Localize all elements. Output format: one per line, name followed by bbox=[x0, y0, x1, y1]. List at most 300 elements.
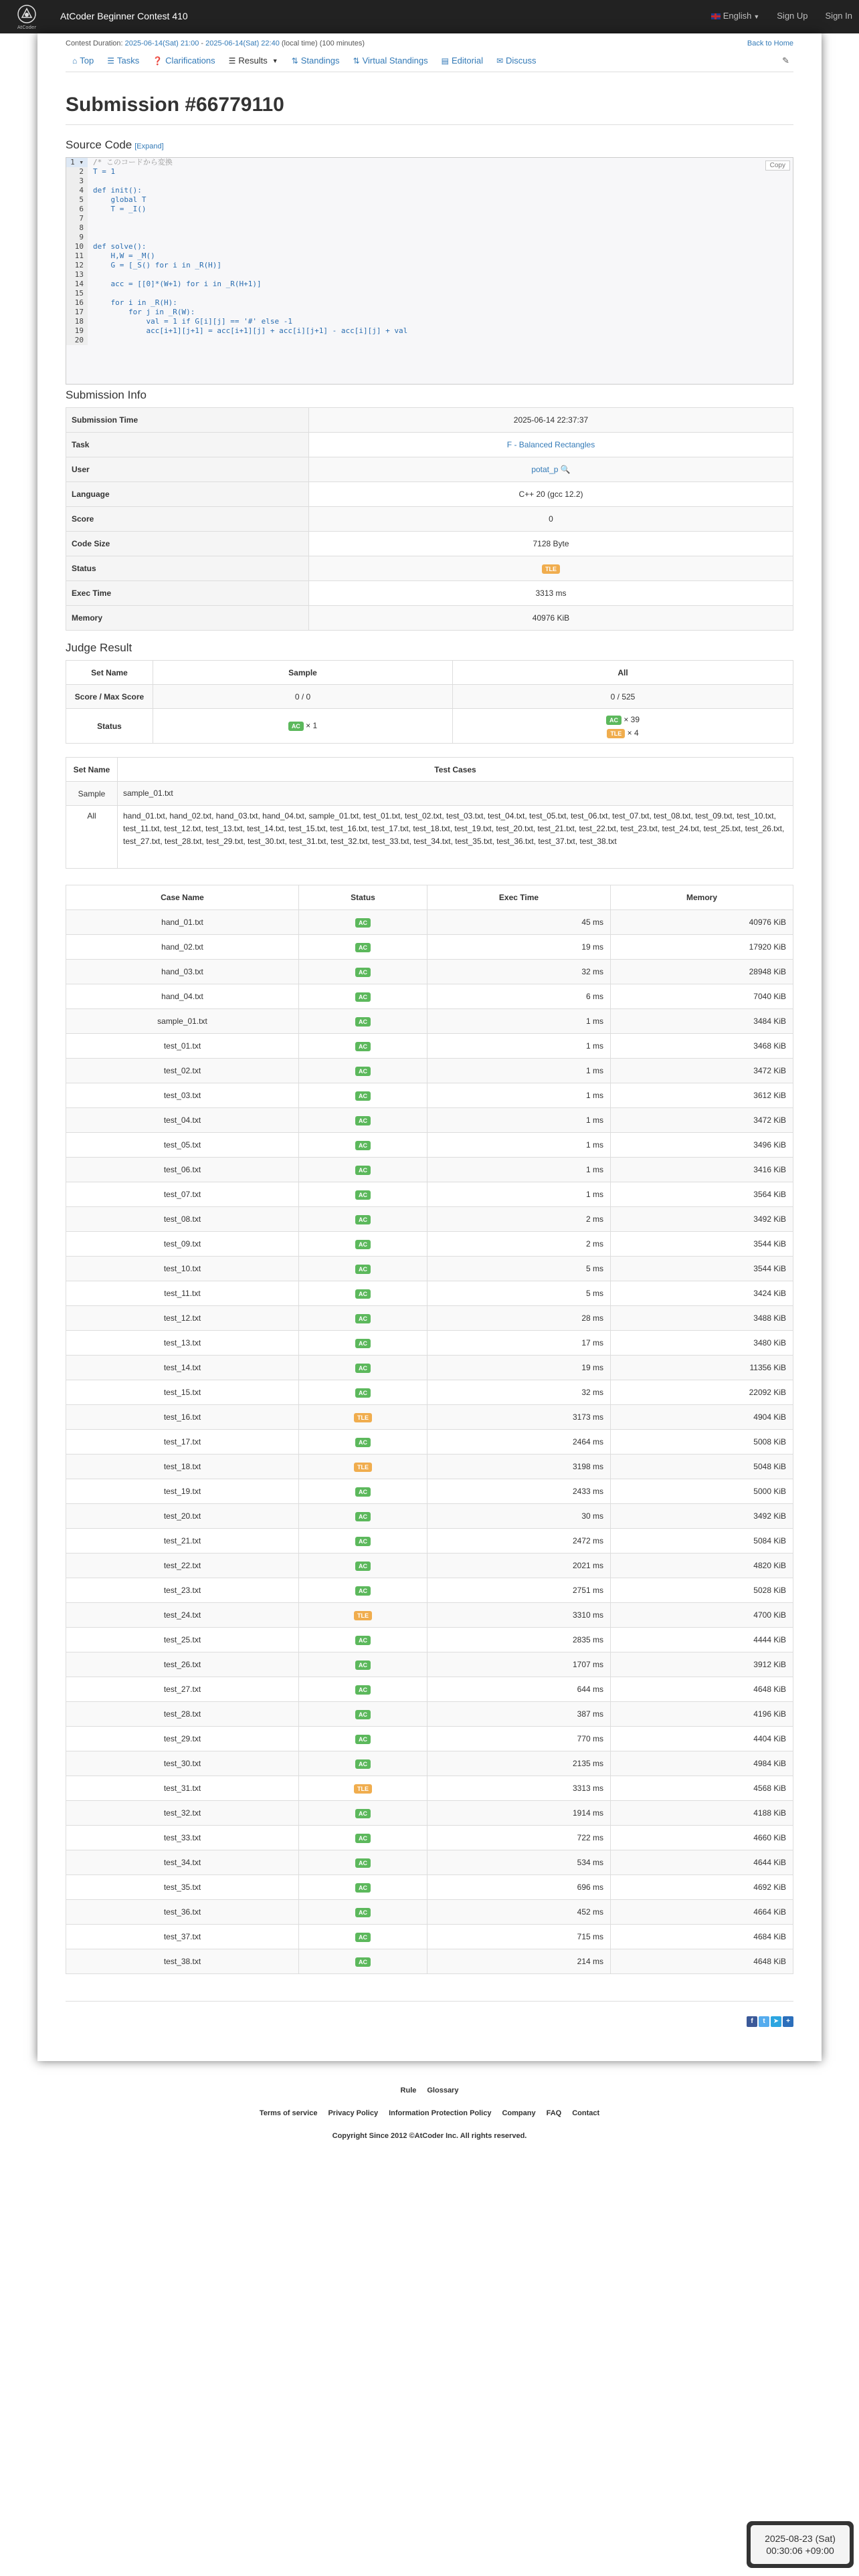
status-badge: AC bbox=[355, 1933, 371, 1942]
tab-editorial[interactable] bbox=[435, 56, 490, 66]
case-name: test_09.txt bbox=[66, 1232, 299, 1257]
col-header: Set Name bbox=[66, 661, 153, 685]
signin-link[interactable]: Sign In bbox=[825, 11, 852, 21]
table-row bbox=[66, 1034, 793, 1059]
status-badge: AC bbox=[355, 1636, 371, 1645]
contest-duration bbox=[66, 39, 365, 47]
info-key: Exec Time bbox=[66, 581, 309, 606]
code-line bbox=[66, 242, 793, 251]
share-row bbox=[66, 2001, 793, 2028]
case-name: test_12.txt bbox=[66, 1306, 299, 1331]
tab-discuss[interactable] bbox=[490, 56, 543, 66]
page-title: Submission #66779110 bbox=[66, 94, 284, 116]
copy-button[interactable]: Copy bbox=[765, 160, 790, 171]
case-name: hand_01.txt bbox=[66, 910, 299, 935]
case-memory: 3544 KiB bbox=[611, 1232, 793, 1257]
code-text: H,W = _M() bbox=[93, 251, 155, 260]
table-row bbox=[66, 556, 793, 581]
tab-label: Results bbox=[238, 56, 268, 66]
back-to-home-link[interactable]: Back to Home bbox=[747, 39, 793, 47]
all-score: 0 / 525 bbox=[453, 685, 793, 709]
table-row bbox=[66, 960, 793, 984]
code-text: G = [_S() for i in _R(H)] bbox=[93, 261, 222, 270]
case-exec-time: 1707 ms bbox=[427, 1652, 611, 1677]
table-row bbox=[66, 935, 793, 960]
table-row bbox=[66, 1850, 793, 1875]
memory-value: 40976 KiB bbox=[309, 606, 793, 631]
case-exec-time: 1 ms bbox=[427, 1133, 611, 1158]
case-status bbox=[299, 1628, 427, 1652]
table-row bbox=[66, 1652, 793, 1677]
case-exec-time: 2835 ms bbox=[427, 1628, 611, 1652]
case-exec-time: 17 ms bbox=[427, 1331, 611, 1356]
case-exec-time: 1914 ms bbox=[427, 1801, 611, 1826]
status-badge: AC bbox=[355, 1883, 371, 1893]
case-status bbox=[299, 1108, 427, 1133]
case-memory: 3468 KiB bbox=[611, 1034, 793, 1059]
line-number: 8 bbox=[66, 223, 88, 233]
tab-label: Virtual Standings bbox=[362, 56, 428, 66]
line-number: 2 bbox=[66, 167, 88, 177]
case-name: test_31.txt bbox=[66, 1776, 299, 1801]
code-text bbox=[88, 336, 93, 345]
case-name: hand_04.txt bbox=[66, 984, 299, 1009]
table-row bbox=[66, 507, 793, 532]
tab-label: Editorial bbox=[451, 56, 483, 66]
line-number: 7 bbox=[66, 214, 88, 223]
submission-info-table bbox=[66, 407, 793, 631]
status-badge: AC bbox=[355, 1660, 371, 1670]
divider bbox=[66, 124, 793, 125]
tab-standings[interactable] bbox=[285, 56, 347, 66]
case-status bbox=[299, 1306, 427, 1331]
case-status bbox=[299, 960, 427, 984]
top-navbar bbox=[0, 0, 859, 33]
status-badge: AC bbox=[355, 1512, 371, 1521]
line-number: 17 bbox=[66, 308, 88, 317]
case-exec-time: 2 ms bbox=[427, 1232, 611, 1257]
status-badge: AC bbox=[355, 1388, 371, 1398]
table-row bbox=[66, 709, 793, 744]
share-buttons bbox=[747, 2016, 793, 2027]
case-status bbox=[299, 1331, 427, 1356]
status-badge: AC bbox=[355, 1091, 371, 1101]
line-number: 9 bbox=[66, 233, 88, 242]
code-text: acc[i+1][j+1] = acc[i+1][j] + acc[i][j+1] - acc[i][j] + val bbox=[93, 326, 408, 335]
case-name: test_24.txt bbox=[66, 1603, 299, 1628]
case-results-table bbox=[66, 885, 793, 1974]
info-key: Submission Time bbox=[66, 408, 309, 433]
case-memory: 5028 KiB bbox=[611, 1578, 793, 1603]
code-line bbox=[66, 326, 793, 336]
code-text: /* このコードから変換 bbox=[93, 158, 173, 167]
case-memory: 11356 KiB bbox=[611, 1356, 793, 1380]
table-row bbox=[66, 1356, 793, 1380]
case-status bbox=[299, 1479, 427, 1504]
duration-separator: - bbox=[199, 39, 206, 47]
status-badge: AC bbox=[355, 1215, 371, 1224]
code-text: acc = [[0]*(W+1) for i in _R(H+1)] bbox=[93, 280, 262, 288]
telegram-icon[interactable]: ➤ bbox=[771, 2016, 781, 2027]
case-memory: 3612 KiB bbox=[611, 1083, 793, 1108]
case-name: test_05.txt bbox=[66, 1133, 299, 1158]
status-badge: AC bbox=[355, 1834, 371, 1843]
footer-link-rule[interactable]: Rule bbox=[400, 2086, 417, 2095]
case-exec-time: 2433 ms bbox=[427, 1479, 611, 1504]
signup-link[interactable]: Sign Up bbox=[777, 11, 808, 21]
table-row bbox=[66, 1628, 793, 1652]
table-row bbox=[66, 1949, 793, 1974]
table-row bbox=[66, 408, 793, 433]
case-memory: 4684 KiB bbox=[611, 1925, 793, 1949]
info-key: Code Size bbox=[66, 532, 309, 556]
case-status bbox=[299, 1900, 427, 1925]
ac-count: × 39 bbox=[624, 714, 640, 724]
col-header: Case Name bbox=[66, 885, 299, 910]
line-number: 13 bbox=[66, 270, 88, 280]
info-key: Memory bbox=[66, 606, 309, 631]
case-status bbox=[299, 1083, 427, 1108]
line-number: 12 bbox=[66, 261, 88, 270]
case-name: test_36.txt bbox=[66, 1900, 299, 1925]
footer-link-info-protection[interactable]: Information Protection Policy bbox=[389, 2109, 492, 2117]
line-number: 5 bbox=[66, 195, 88, 205]
table-row bbox=[66, 532, 793, 556]
col-header: Test Cases bbox=[118, 758, 793, 782]
table-row bbox=[66, 1504, 793, 1529]
code-line bbox=[66, 158, 793, 167]
case-status bbox=[299, 1875, 427, 1900]
code-text bbox=[88, 223, 93, 233]
duration-start[interactable]: 2025-06-14(Sat) 21:00 bbox=[124, 39, 199, 47]
line-number: 3 bbox=[66, 177, 88, 186]
table-row bbox=[66, 1578, 793, 1603]
status-cell bbox=[309, 556, 793, 581]
case-memory: 28948 KiB bbox=[611, 960, 793, 984]
col-header: All bbox=[453, 661, 793, 685]
case-name: test_28.txt bbox=[66, 1702, 299, 1727]
code-text bbox=[88, 289, 93, 298]
case-name: test_27.txt bbox=[66, 1677, 299, 1702]
info-key: Language bbox=[66, 482, 309, 507]
case-name: test_17.txt bbox=[66, 1430, 299, 1455]
case-exec-time: 2 ms bbox=[427, 1207, 611, 1232]
case-name: test_25.txt bbox=[66, 1628, 299, 1652]
case-status bbox=[299, 1158, 427, 1182]
case-memory: 4648 KiB bbox=[611, 1949, 793, 1974]
table-row bbox=[66, 758, 793, 782]
footer-link-glossary[interactable]: Glossary bbox=[427, 2086, 459, 2095]
case-status bbox=[299, 1059, 427, 1083]
case-name: hand_02.txt bbox=[66, 935, 299, 960]
case-name: test_14.txt bbox=[66, 1356, 299, 1380]
table-row bbox=[66, 457, 793, 482]
status-badge: AC bbox=[355, 1710, 371, 1719]
status-badge: AC bbox=[355, 1364, 371, 1373]
case-exec-time: 1 ms bbox=[427, 1108, 611, 1133]
status-badge: AC bbox=[355, 1438, 371, 1447]
case-exec-time: 5 ms bbox=[427, 1257, 611, 1281]
case-memory: 3492 KiB bbox=[611, 1207, 793, 1232]
task-link[interactable]: F - Balanced Rectangles bbox=[506, 440, 595, 449]
exec-time-value: 3313 ms bbox=[309, 581, 793, 606]
tab-results[interactable] bbox=[222, 56, 285, 66]
case-exec-time: 45 ms bbox=[427, 910, 611, 935]
case-name: test_04.txt bbox=[66, 1108, 299, 1133]
code-text: def solve(): bbox=[93, 242, 147, 251]
table-row bbox=[66, 1257, 793, 1281]
code-text bbox=[88, 214, 93, 223]
case-status bbox=[299, 1652, 427, 1677]
case-name: test_06.txt bbox=[66, 1158, 299, 1182]
col-header: Sample bbox=[153, 661, 453, 685]
logo-text: AtCoder bbox=[17, 24, 37, 30]
case-name: test_11.txt bbox=[66, 1281, 299, 1306]
fixed-clock bbox=[747, 2521, 854, 2568]
set-cases: sample_01.txt bbox=[118, 782, 793, 806]
score-label: Score / Max Score bbox=[66, 685, 153, 709]
facebook-icon[interactable]: f bbox=[747, 2016, 757, 2027]
case-memory: 4700 KiB bbox=[611, 1603, 793, 1628]
case-exec-time: 2464 ms bbox=[427, 1430, 611, 1455]
case-name: test_02.txt bbox=[66, 1059, 299, 1083]
footer bbox=[0, 2086, 859, 2140]
ac-badge: AC bbox=[288, 722, 304, 731]
caret-down-icon: ▼ bbox=[753, 13, 760, 20]
atcoder-logo[interactable] bbox=[7, 2, 47, 31]
all-status-tle bbox=[454, 726, 792, 740]
language-label: English bbox=[723, 11, 752, 21]
table-row bbox=[66, 581, 793, 606]
code-line bbox=[66, 214, 793, 223]
case-status bbox=[299, 1257, 427, 1281]
all-status-ac bbox=[454, 713, 792, 726]
sort-icon: ⇅ bbox=[353, 56, 360, 66]
case-memory: 3564 KiB bbox=[611, 1182, 793, 1207]
case-memory: 40976 KiB bbox=[611, 910, 793, 935]
status-badge: TLE bbox=[354, 1413, 372, 1422]
table-row bbox=[66, 1430, 793, 1455]
submission-info-heading: Submission Info bbox=[66, 389, 147, 401]
case-name: test_10.txt bbox=[66, 1257, 299, 1281]
table-row bbox=[66, 1702, 793, 1727]
case-status bbox=[299, 1182, 427, 1207]
search-icon[interactable]: 🔍 bbox=[560, 465, 571, 474]
code-line bbox=[66, 298, 793, 308]
table-row bbox=[66, 782, 793, 806]
case-name: test_34.txt bbox=[66, 1850, 299, 1875]
table-row bbox=[66, 1776, 793, 1801]
line-number: 10 bbox=[66, 242, 88, 251]
tab-tasks[interactable] bbox=[100, 56, 146, 66]
case-status bbox=[299, 1603, 427, 1628]
status-badge: AC bbox=[355, 1586, 371, 1596]
navbar-right bbox=[711, 11, 852, 21]
info-key: Task bbox=[66, 433, 309, 457]
status-badge: AC bbox=[355, 1116, 371, 1125]
table-row bbox=[66, 606, 793, 631]
case-exec-time: 3198 ms bbox=[427, 1455, 611, 1479]
pin-icon[interactable]: ✎ bbox=[782, 55, 789, 66]
status-badge: AC bbox=[355, 1339, 371, 1348]
set-cases: hand_01.txt, hand_02.txt, hand_03.txt, hand_04.txt, sample_01.txt, test_01.txt, test_02.txt, test_03.txt, test_04.txt, test_05.txt, test_06.txt, test_07.txt, test_08.txt, test_09.txt, test_10.txt, test_11.txt, test_12.txt, test_13.txt, test_14.txt, test_15.txt, test_16.txt, test_17.txt, test_18.txt, test_19.txt, test_20.txt, test_21.txt, test_22.txt, test_23.txt, test_24.txt, test_25.txt, test_26.txt, test_27.txt, test_28.txt, test_29.txt, test_30.txt, test_31.txt, test_32.txt, test_33.txt, test_34.txt, test_35.txt, test_36.txt, test_37.txt, test_38.txt bbox=[118, 806, 793, 869]
table-row bbox=[66, 1232, 793, 1257]
case-memory: 4648 KiB bbox=[611, 1677, 793, 1702]
case-memory: 3416 KiB bbox=[611, 1158, 793, 1182]
table-row bbox=[66, 1727, 793, 1751]
code-text: def init(): bbox=[93, 186, 142, 195]
code-line bbox=[66, 167, 793, 177]
comment-icon: ✉ bbox=[496, 56, 504, 66]
case-exec-time: 1 ms bbox=[427, 1083, 611, 1108]
case-status bbox=[299, 1949, 427, 1974]
home-icon: ⌂ bbox=[72, 56, 78, 66]
table-row bbox=[66, 1009, 793, 1034]
case-status bbox=[299, 1578, 427, 1603]
user-link[interactable]: potat_p bbox=[531, 465, 559, 474]
status-badge: AC bbox=[355, 1240, 371, 1249]
table-row bbox=[66, 1875, 793, 1900]
table-row bbox=[66, 1059, 793, 1083]
line-number: 19 bbox=[66, 326, 88, 336]
line-number: 6 bbox=[66, 205, 88, 214]
footer-link-privacy[interactable]: Privacy Policy bbox=[328, 2109, 379, 2117]
case-status bbox=[299, 935, 427, 960]
table-row bbox=[66, 1331, 793, 1356]
clock-face bbox=[751, 2525, 850, 2564]
case-memory: 3488 KiB bbox=[611, 1306, 793, 1331]
case-name: test_07.txt bbox=[66, 1182, 299, 1207]
table-row bbox=[66, 806, 793, 869]
tle-count: × 4 bbox=[627, 728, 639, 738]
code-line bbox=[66, 223, 793, 233]
footer-link-contact[interactable]: Contact bbox=[572, 2109, 600, 2117]
test-sets-table bbox=[66, 757, 793, 869]
list-icon: ☰ bbox=[107, 56, 114, 66]
case-exec-time: 19 ms bbox=[427, 1356, 611, 1380]
case-exec-time: 387 ms bbox=[427, 1702, 611, 1727]
table-row bbox=[66, 1380, 793, 1405]
status-badge: AC bbox=[355, 943, 371, 952]
status-badge: AC bbox=[355, 1166, 371, 1175]
case-name: test_23.txt bbox=[66, 1578, 299, 1603]
table-row bbox=[66, 1182, 793, 1207]
tab-clarifications[interactable] bbox=[146, 56, 221, 66]
source-code-box[interactable] bbox=[66, 157, 793, 385]
ac-count: × 1 bbox=[306, 721, 318, 730]
language-dropdown[interactable] bbox=[711, 11, 760, 21]
line-number: 1 ▾ bbox=[66, 158, 88, 167]
case-memory: 3544 KiB bbox=[611, 1257, 793, 1281]
status-badge: TLE bbox=[354, 1611, 372, 1620]
set-name: All bbox=[66, 806, 118, 869]
ac-badge: AC bbox=[606, 716, 622, 725]
code-line bbox=[66, 280, 793, 289]
status-badge: AC bbox=[355, 1141, 371, 1150]
duration-end[interactable]: 2025-06-14(Sat) 22:40 bbox=[205, 39, 280, 47]
status-badge: AC bbox=[355, 918, 371, 928]
contest-title[interactable]: AtCoder Beginner Contest 410 bbox=[60, 11, 188, 21]
footer-link-terms[interactable]: Terms of service bbox=[259, 2109, 318, 2117]
line-number: 16 bbox=[66, 298, 88, 308]
case-status bbox=[299, 1925, 427, 1949]
footer-link-company[interactable]: Company bbox=[502, 2109, 536, 2117]
all-status bbox=[453, 709, 793, 744]
footer-link-faq[interactable]: FAQ bbox=[546, 2109, 562, 2117]
status-badge: AC bbox=[355, 968, 371, 977]
case-exec-time: 770 ms bbox=[427, 1727, 611, 1751]
case-status bbox=[299, 1455, 427, 1479]
case-memory: 4692 KiB bbox=[611, 1875, 793, 1900]
tab-virtual-standings[interactable] bbox=[347, 56, 435, 66]
plus-icon[interactable]: + bbox=[783, 2016, 793, 2027]
case-exec-time: 1 ms bbox=[427, 1182, 611, 1207]
contest-nav bbox=[66, 49, 793, 72]
case-memory: 3912 KiB bbox=[611, 1652, 793, 1677]
case-memory: 4404 KiB bbox=[611, 1727, 793, 1751]
case-status bbox=[299, 1702, 427, 1727]
case-exec-time: 30 ms bbox=[427, 1504, 611, 1529]
case-status bbox=[299, 1405, 427, 1430]
status-label: Status bbox=[66, 709, 153, 744]
case-status bbox=[299, 1850, 427, 1875]
score-value: 0 bbox=[309, 507, 793, 532]
tab-label: Tasks bbox=[116, 56, 140, 66]
code-line bbox=[66, 233, 793, 242]
table-row bbox=[66, 1529, 793, 1553]
copyright: Copyright Since 2012 ©AtCoder Inc. All rights reserved. bbox=[332, 2132, 527, 2140]
source-heading-text: Source Code bbox=[66, 138, 132, 151]
line-number: 18 bbox=[66, 317, 88, 326]
code-text bbox=[88, 270, 93, 280]
case-exec-time: 28 ms bbox=[427, 1306, 611, 1331]
case-name: test_18.txt bbox=[66, 1455, 299, 1479]
table-row bbox=[66, 685, 793, 709]
sample-status bbox=[153, 709, 453, 744]
case-memory: 4644 KiB bbox=[611, 1850, 793, 1875]
status-badge: AC bbox=[355, 1957, 371, 1967]
table-row bbox=[66, 1083, 793, 1108]
status-badge: AC bbox=[355, 1908, 371, 1917]
case-status bbox=[299, 1504, 427, 1529]
case-exec-time: 1 ms bbox=[427, 1059, 611, 1083]
table-row bbox=[66, 1826, 793, 1850]
case-status bbox=[299, 910, 427, 935]
submission-time[interactable]: 2025-06-14 22:37:37 bbox=[309, 408, 793, 433]
line-number: 14 bbox=[66, 280, 88, 289]
case-exec-time: 534 ms bbox=[427, 1850, 611, 1875]
case-name: test_16.txt bbox=[66, 1405, 299, 1430]
user-cell bbox=[309, 457, 793, 482]
col-header: Exec Time bbox=[427, 885, 611, 910]
code-text: T = 1 bbox=[93, 167, 116, 176]
case-name: test_20.txt bbox=[66, 1504, 299, 1529]
case-memory: 22092 KiB bbox=[611, 1380, 793, 1405]
status-badge: AC bbox=[355, 1562, 371, 1571]
case-exec-time: 715 ms bbox=[427, 1925, 611, 1949]
twitter-icon[interactable]: t bbox=[759, 2016, 769, 2027]
tab-top[interactable] bbox=[66, 56, 100, 66]
case-status bbox=[299, 1677, 427, 1702]
line-number: 4 bbox=[66, 186, 88, 195]
status-badge: AC bbox=[355, 1314, 371, 1323]
case-memory: 3484 KiB bbox=[611, 1009, 793, 1034]
case-memory: 4660 KiB bbox=[611, 1826, 793, 1850]
case-exec-time: 1 ms bbox=[427, 1158, 611, 1182]
duration-label: Contest Duration: bbox=[66, 39, 123, 47]
expand-link[interactable]: [Expand] bbox=[134, 142, 164, 150]
case-exec-time: 722 ms bbox=[427, 1826, 611, 1850]
